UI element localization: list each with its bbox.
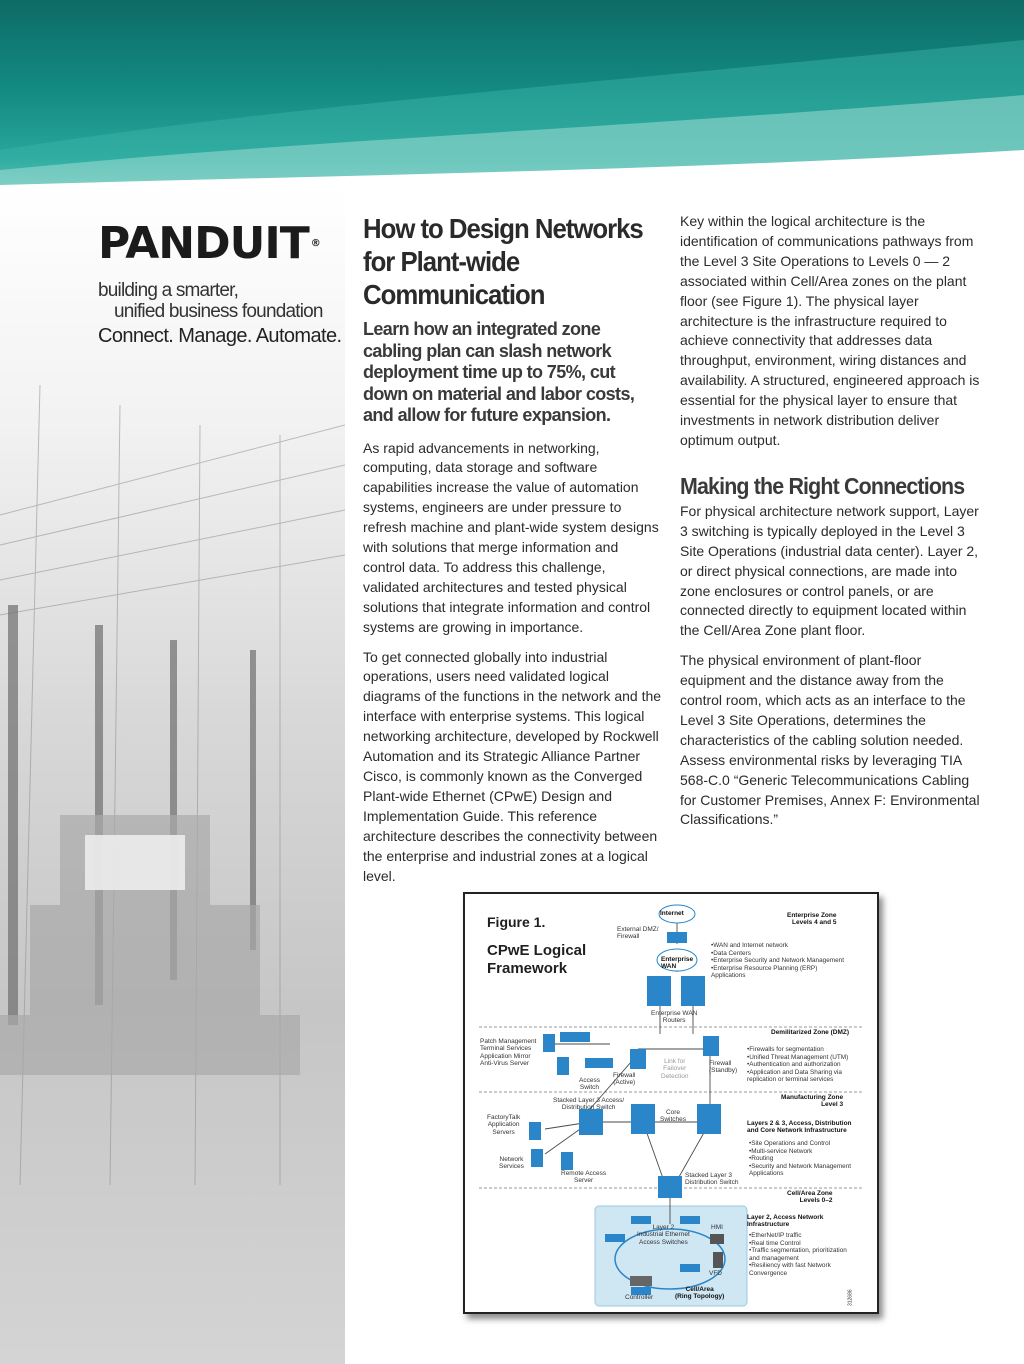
manufacturing-sub-label: Layers 2 & 3, Access, Distribution and Core Network Infrastructure <box>747 1120 852 1135</box>
stacked-access-label: Stacked Layer 3 Access/ Distribution Switch <box>553 1097 625 1112</box>
bullet-item: • Resiliency with fast Network Convergence <box>749 1262 847 1277</box>
bullet-item: • Real time Control <box>749 1240 847 1248</box>
body-paragraph: As rapid advancements in networking, computing, data storage and software capabilities increase the value of automation systems, engineers are under pressure to refresh machine and plant-wide system designs with solutions that merge information and control data. To address this challenge, validated architectures and tested physical solutions that integrate information and control systems are growing in importance. <box>363 439 659 635</box>
manufacturing-bullets <box>749 1140 851 1178</box>
enterprise-wan-label: Enterprise WAN <box>661 956 694 971</box>
bullet-item: • WAN and Internet network <box>711 942 844 950</box>
article-subtitle: Learn how an integrated zone cabling plan can slash network deployment time up to 75%, cut down on material and labor costs, and allow for future expansion. <box>363 319 635 425</box>
cell-zone-label: Cell/Area Zone Levels 0–2 <box>787 1190 833 1205</box>
figure-cpwe-framework <box>463 892 879 1314</box>
external-dmz-label: External DMZ/ Firewall <box>617 926 659 941</box>
body-paragraph: To get connected globally into industrial operations, users need validated logical diagrams of the functions in the network and the interface with enterprise systems. This logical networking architecture, developed by Rockwell Automation and its Strategic Alliance Partner Cisco, is commonly known as the Converged Plant-wide Ethernet (CPwE) Design and Implementation Guide. This reference architecture describes the connectivity between the enterprise and industrial zones at a logical level. <box>363 648 662 884</box>
brand-tagline <box>98 280 323 322</box>
tagline-line2: unified business foundation <box>114 301 323 322</box>
cell-bullets <box>749 1232 847 1277</box>
dmz-servers-label: Patch Management Terminal Services Application Mirror Anti-Virus Server <box>480 1038 537 1068</box>
logo-wordmark: PANDUIT ® <box>98 218 320 269</box>
bullet-item: • Security and Network Management Applications <box>749 1163 851 1178</box>
header-banner <box>0 0 1024 200</box>
tagline-line1: building a smarter, <box>98 280 239 301</box>
link-failover-label: Link for Failover Detection <box>661 1058 689 1080</box>
body-paragraph: Key within the logical architecture is the identification of communications pathways from the Level 3 Site Operations to Levels 0 — 2 associated within Cell/Area zones on the plant floor (see Figure 1). The physical layer architecture is the infrastructure required to achieve connectivity that addresses data throughput, environment, wiring distances and availability. A structured, engineered approach is essential for the physical layer to ensure that investments in network distribution deliver optimum output. <box>680 213 980 448</box>
enterprise-bullets <box>711 942 844 980</box>
article-column-2 <box>680 212 980 840</box>
bullet-item: • Enterprise Resource Planning (ERP) Applications <box>711 965 844 980</box>
bullet-item: • EtherNet/IP traffic <box>749 1232 847 1240</box>
cell-ring-label: Cell/Area (Ring Topology) <box>675 1286 725 1301</box>
bullet-item: • Data Centers <box>711 950 844 958</box>
factory-interior-image <box>0 185 345 1364</box>
header-wave-graphic <box>0 0 1024 200</box>
internet-label: Internet <box>660 910 684 917</box>
core-switches-label: Core Switches <box>660 1109 687 1124</box>
dmz-zone-label: Demilitarized Zone (DMZ) <box>771 1029 850 1036</box>
figure-label: Figure 1. <box>487 914 546 930</box>
figure-caption: CPwE Logical Framework <box>487 942 587 977</box>
stacked-distribution-label: Stacked Layer 3 Distribution Switch <box>685 1172 739 1187</box>
firewall-standby-label: Firewall (Standby) <box>709 1060 738 1075</box>
l2-switches-label: Layer 2 Industrial Ethernet Access Switches <box>637 1224 690 1246</box>
factorytalk-label: FactoryTalk Application Servers <box>487 1114 521 1136</box>
vfd-label: VFD <box>709 1270 722 1277</box>
cell-sub-label: Layer 2, Access Network Infrastructure <box>747 1214 824 1229</box>
panduit-logo <box>98 218 328 270</box>
firewall-active-label: Firewall (Active) <box>613 1072 636 1087</box>
remote-access-label: Remote Access Server <box>561 1170 607 1185</box>
hmi-label: HMI <box>711 1224 723 1231</box>
section-heading: Making the Right Connections <box>680 472 965 499</box>
bullet-item: • Multi-service Network <box>749 1148 851 1156</box>
logo-text: PANDUIT <box>98 218 309 269</box>
bullet-item: • Firewalls for segmentation <box>747 1046 848 1054</box>
brand-motto: Connect. Manage. Automate. <box>98 325 342 347</box>
factory-photo <box>0 185 345 1364</box>
bullet-item: • Unified Threat Management (UTM) <box>747 1054 848 1062</box>
article-title: How to Design Networks for Plant-wide Communication <box>363 213 643 310</box>
body-paragraph: For physical architecture network support, Layer 3 switching is typically deployed in the Level 3 Site Operations (industrial data center). Layer 2, or direct physical connections, are made into zone enclosures or control panels, or are connected directly to equipment located within the Cell/Area Zone plant floor. <box>680 502 979 639</box>
bullet-item: • Site Operations and Control <box>749 1140 851 1148</box>
article-column-1 <box>363 212 663 896</box>
access-switch-label: Access Switch <box>579 1077 600 1092</box>
bullet-item: • Traffic segmentation, prioritization and management <box>749 1247 847 1262</box>
controller-label: Controller <box>625 1294 654 1301</box>
enterprise-zone-label: Enterprise Zone Levels 4 and 5 <box>787 912 837 927</box>
dmz-bullets <box>747 1046 848 1084</box>
bullet-item: • Routing <box>749 1155 851 1163</box>
bullet-item: • Application and Data Sharing via replication or terminal services <box>747 1069 848 1084</box>
bullet-item: • Enterprise Security and Network Management <box>711 957 844 965</box>
wan-routers-label: Enterprise WAN Routers <box>651 1010 698 1025</box>
network-services-label: Network Services <box>499 1156 524 1171</box>
bullet-item: • Authentication and authorization <box>747 1061 848 1069</box>
manufacturing-zone-label: Manufacturing Zone Level 3 <box>781 1094 844 1109</box>
body-paragraph: The physical environment of plant-floor equipment and the distance away from the control room, which acts as an interface to the Level 3 Site Operations, determines the characteristics of the cabling solution needed. Assess environmental risks by leveraging TIA 568-C.0 “Generic Telecommunications Cabling for Customer Premises, Annex F: Environmental Classifications.” <box>680 652 980 828</box>
figure-id: 312686 <box>847 1289 854 1307</box>
